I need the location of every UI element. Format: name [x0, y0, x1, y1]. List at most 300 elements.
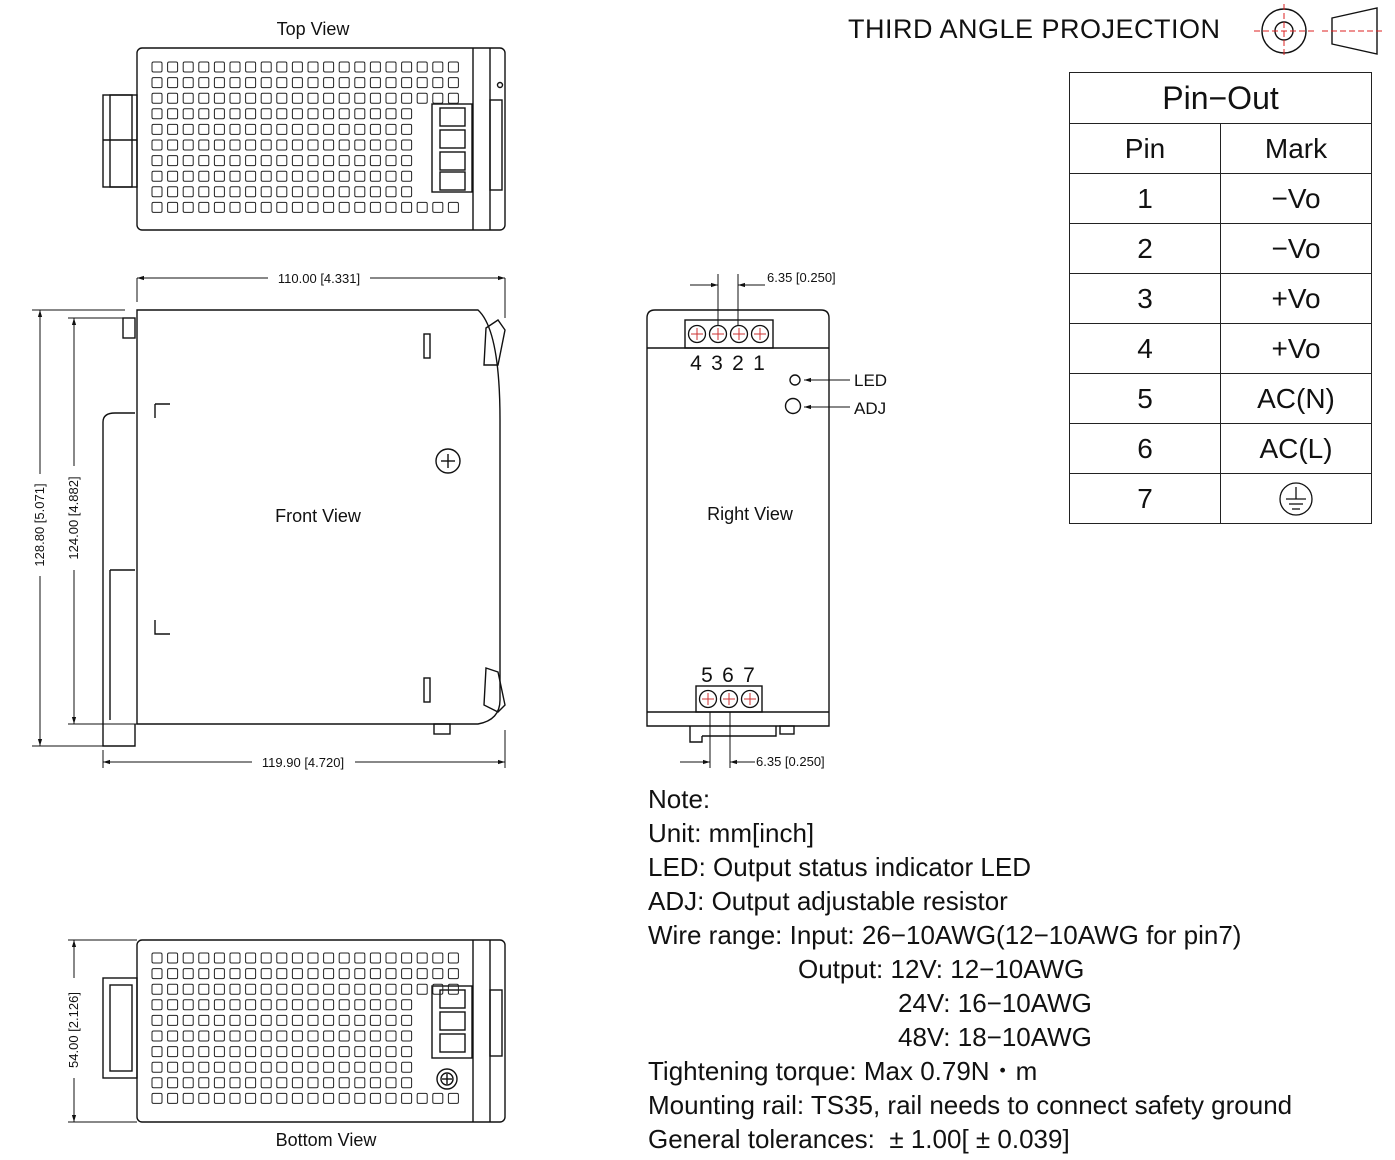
vent-slot	[199, 969, 209, 979]
vent-slot	[370, 140, 380, 150]
vent-slot	[370, 124, 380, 134]
vent-slot	[386, 78, 396, 88]
vent-slot	[183, 1047, 193, 1057]
vent-slot	[199, 78, 209, 88]
mark-cell	[1221, 474, 1372, 524]
vent-slot	[152, 984, 162, 994]
table-row	[1070, 274, 1372, 324]
vent-slot	[214, 1000, 224, 1010]
vent-slot	[292, 1031, 302, 1041]
vent-slot	[214, 124, 224, 134]
table-row	[1070, 474, 1372, 524]
vent-slot	[355, 93, 365, 103]
bottom-pin-numbers	[701, 664, 755, 687]
vent-slot	[152, 140, 162, 150]
third-angle-projection-icon	[1254, 4, 1385, 58]
mark-cell: AC(L)	[1221, 424, 1372, 474]
vent-slot	[168, 1078, 178, 1088]
vent-slot	[324, 171, 334, 181]
vent-slot	[292, 93, 302, 103]
vent-slot	[261, 93, 271, 103]
vent-slot	[308, 1062, 318, 1072]
vent-slot	[370, 156, 380, 166]
vent-slot	[168, 78, 178, 88]
vent-slot	[292, 1078, 302, 1088]
vent-slot	[168, 1093, 178, 1103]
vent-slot	[183, 1078, 193, 1088]
vent-slot	[402, 1015, 412, 1025]
bottom-view-label: Bottom View	[275, 1130, 377, 1150]
vent-slot	[308, 62, 318, 72]
pin-cell: 1	[1070, 174, 1221, 224]
vent-slot	[292, 140, 302, 150]
vent-slot	[370, 202, 380, 212]
vent-slot	[417, 1093, 427, 1103]
vent-slot	[214, 202, 224, 212]
vent-slot	[292, 78, 302, 88]
vent-slot	[230, 156, 240, 166]
vent-slot	[277, 156, 287, 166]
vent-slot	[448, 78, 458, 88]
vent-slot	[168, 984, 178, 994]
vent-slot	[168, 93, 178, 103]
vent-slot	[402, 124, 412, 134]
vent-slot	[214, 1062, 224, 1072]
vent-slot	[402, 140, 412, 150]
vent-slot	[417, 202, 427, 212]
vent-slot	[386, 171, 396, 181]
vent-slot	[199, 187, 209, 197]
vent-slot	[214, 1093, 224, 1103]
vent-slot	[370, 984, 380, 994]
vent-slot	[308, 124, 318, 134]
vent-slot	[292, 953, 302, 963]
vent-slot	[261, 1000, 271, 1010]
pin-number: 6	[722, 664, 734, 687]
vent-slot	[386, 1000, 396, 1010]
vent-slot	[277, 969, 287, 979]
vent-slot	[246, 1047, 256, 1057]
vent-slot	[448, 202, 458, 212]
table-row	[1070, 174, 1372, 224]
vent-slot	[246, 202, 256, 212]
vent-slot	[292, 124, 302, 134]
vent-slot	[277, 1015, 287, 1025]
vent-slot	[308, 1047, 318, 1057]
vent-slot	[433, 78, 443, 88]
pin-number: 3	[711, 352, 723, 375]
vent-slot	[214, 1047, 224, 1057]
vent-slot	[402, 1000, 412, 1010]
vent-slot	[324, 156, 334, 166]
vent-slot	[261, 171, 271, 181]
vent-slot	[183, 984, 193, 994]
vent-slot	[183, 1062, 193, 1072]
vent-slot	[324, 969, 334, 979]
vent-slot	[183, 140, 193, 150]
vent-slot	[386, 984, 396, 994]
vent-slot	[230, 124, 240, 134]
vent-slot	[168, 202, 178, 212]
note-rail: Mounting rail: TS35, rail needs to connect safety ground	[648, 1090, 1293, 1120]
vent-slot	[246, 124, 256, 134]
vent-slot	[246, 1078, 256, 1088]
vent-slot	[152, 969, 162, 979]
vent-slot	[277, 1047, 287, 1057]
vent-slot	[230, 202, 240, 212]
notes-block	[648, 782, 1292, 1156]
vent-slot	[339, 1000, 349, 1010]
vent-slot	[199, 62, 209, 72]
vent-slot	[230, 953, 240, 963]
front-view	[103, 310, 505, 746]
vent-slot	[261, 124, 271, 134]
vent-slot	[448, 969, 458, 979]
vent-slot	[246, 187, 256, 197]
vent-slot	[386, 62, 396, 72]
vent-slot	[292, 1015, 302, 1025]
vent-slot	[183, 969, 193, 979]
vent-slot	[292, 984, 302, 994]
vent-slot	[355, 1047, 365, 1057]
vent-slot	[433, 62, 443, 72]
vent-slot	[214, 1031, 224, 1041]
right-view-top-terminals	[689, 326, 769, 343]
vent-slot	[386, 156, 396, 166]
vent-slot	[199, 202, 209, 212]
vent-slot	[230, 1062, 240, 1072]
vent-slot	[183, 156, 193, 166]
vent-slot	[324, 1062, 334, 1072]
vent-slot	[230, 78, 240, 88]
pin-cell: 4	[1070, 324, 1221, 374]
pin-number: 5	[701, 664, 713, 687]
vent-slot	[261, 1031, 271, 1041]
pin-number: 4	[690, 352, 702, 375]
vent-slot	[308, 1000, 318, 1010]
vent-slot	[152, 953, 162, 963]
vent-slot	[339, 1015, 349, 1025]
note-heading: Note:	[648, 784, 711, 814]
vent-slot	[339, 124, 349, 134]
vent-slot	[246, 109, 256, 119]
vent-slot	[261, 62, 271, 72]
vent-slot	[355, 187, 365, 197]
vent-slot	[277, 953, 287, 963]
vent-slot	[339, 1078, 349, 1088]
adj-label: ADJ	[854, 399, 887, 418]
top-view-label: Top View	[276, 19, 350, 39]
vent-slot	[199, 156, 209, 166]
vent-slot	[277, 187, 287, 197]
dim-depth: 54.00 [2.126]	[66, 992, 81, 1068]
vent-slot	[214, 78, 224, 88]
vent-slot	[355, 1062, 365, 1072]
vent-slot	[339, 1093, 349, 1103]
vent-slot	[417, 78, 427, 88]
vent-slot	[402, 1047, 412, 1057]
mark-cell: −Vo	[1221, 224, 1372, 274]
vent-slot	[230, 93, 240, 103]
vent-slot	[152, 156, 162, 166]
vent-slot	[402, 62, 412, 72]
vent-slot	[152, 202, 162, 212]
vent-slot	[277, 1031, 287, 1041]
vent-slot	[386, 1047, 396, 1057]
vent-slot	[355, 124, 365, 134]
vent-slot	[168, 124, 178, 134]
vent-slot	[370, 1078, 380, 1088]
vent-slot	[292, 171, 302, 181]
vent-slot	[277, 109, 287, 119]
vent-slot	[355, 984, 365, 994]
vent-slot	[417, 984, 427, 994]
vent-slot	[183, 62, 193, 72]
vent-slot	[261, 984, 271, 994]
vent-slot	[324, 1015, 334, 1025]
vent-slot	[152, 109, 162, 119]
vent-slot	[370, 109, 380, 119]
vent-slot	[230, 969, 240, 979]
vent-slot	[308, 202, 318, 212]
vent-slot	[339, 1047, 349, 1057]
vent-slot	[339, 202, 349, 212]
vent-slot	[324, 62, 334, 72]
vent-slot	[433, 969, 443, 979]
top-view	[103, 48, 505, 230]
vent-slot	[402, 187, 412, 197]
vent-slot	[292, 202, 302, 212]
vent-slot	[386, 202, 396, 212]
vent-slot	[214, 187, 224, 197]
vent-slot	[308, 156, 318, 166]
vent-slot	[183, 202, 193, 212]
vent-slot	[246, 1093, 256, 1103]
vent-slot	[277, 78, 287, 88]
vent-slot	[199, 109, 209, 119]
right-view-bottom-terminals	[700, 691, 759, 708]
vent-slot	[370, 78, 380, 88]
vent-slot	[324, 1047, 334, 1057]
vent-slot	[386, 1062, 396, 1072]
vent-slot	[152, 124, 162, 134]
vent-slot	[339, 187, 349, 197]
vent-slot	[339, 156, 349, 166]
vent-slot	[152, 1047, 162, 1057]
vent-slot	[292, 187, 302, 197]
vent-slot	[230, 1093, 240, 1103]
vent-slot	[292, 156, 302, 166]
vent-slot	[152, 1015, 162, 1025]
vent-slot	[277, 140, 287, 150]
vent-slot	[386, 969, 396, 979]
vent-slot	[402, 984, 412, 994]
vent-slot	[339, 171, 349, 181]
vent-slot	[168, 1031, 178, 1041]
vent-slot	[339, 93, 349, 103]
vent-slot	[214, 140, 224, 150]
vent-slot	[324, 93, 334, 103]
vent-slot	[152, 78, 162, 88]
vent-slot	[261, 109, 271, 119]
vent-grid-bottom	[152, 953, 458, 1103]
vent-slot	[214, 156, 224, 166]
vent-slot	[417, 953, 427, 963]
vent-slot	[214, 62, 224, 72]
vent-slot	[168, 171, 178, 181]
note-wire-input: Wire range: Input: 26−10AWG(12−10AWG for pin7)	[648, 920, 1242, 950]
pin-cell: 6	[1070, 424, 1221, 474]
vent-slot	[370, 1015, 380, 1025]
vent-slot	[417, 62, 427, 72]
note-wire-48v: 48V: 18−10AWG	[898, 1022, 1092, 1052]
vent-slot	[386, 1031, 396, 1041]
vent-slot	[386, 1093, 396, 1103]
note-led: LED: Output status indicator LED	[648, 852, 1031, 882]
vent-slot	[199, 1047, 209, 1057]
pinout-table	[1069, 72, 1372, 524]
vent-slot	[370, 1062, 380, 1072]
right-view-label: Right View	[707, 504, 793, 524]
vent-slot	[199, 1093, 209, 1103]
vent-slot	[402, 171, 412, 181]
vent-slot	[355, 953, 365, 963]
vent-slot	[308, 93, 318, 103]
vent-slot	[448, 93, 458, 103]
vent-slot	[386, 124, 396, 134]
mark-cell: AC(N)	[1221, 374, 1372, 424]
vent-slot	[355, 202, 365, 212]
vent-slot	[339, 62, 349, 72]
vent-slot	[277, 984, 287, 994]
vent-slot	[292, 1062, 302, 1072]
vent-slot	[261, 187, 271, 197]
vent-slot	[230, 62, 240, 72]
vent-slot	[308, 78, 318, 88]
vent-slot	[277, 1000, 287, 1010]
column-header-pin: Pin	[1070, 124, 1221, 174]
vent-slot	[308, 171, 318, 181]
table-row	[1070, 224, 1372, 274]
vent-slot	[183, 93, 193, 103]
vent-slot	[355, 1078, 365, 1088]
vent-slot	[292, 969, 302, 979]
vent-slot	[370, 93, 380, 103]
vent-slot	[183, 109, 193, 119]
vent-slot	[168, 1000, 178, 1010]
note-wire-24v: 24V: 16−10AWG	[898, 988, 1092, 1018]
vent-slot	[339, 1031, 349, 1041]
note-unit: Unit: mm[inch]	[648, 818, 815, 848]
vent-slot	[308, 1031, 318, 1041]
vent-slot	[308, 969, 318, 979]
note-tolerance: General tolerances: ± 1.00[ ± 0.039]	[648, 1124, 1070, 1154]
vent-slot	[199, 1078, 209, 1088]
vent-slot	[292, 62, 302, 72]
vent-slot	[152, 1000, 162, 1010]
vent-slot	[214, 1015, 224, 1025]
vent-grid-top	[152, 62, 458, 212]
vent-slot	[168, 1062, 178, 1072]
pin-cell: 5	[1070, 374, 1221, 424]
vent-slot	[246, 62, 256, 72]
vent-slot	[246, 1031, 256, 1041]
vent-slot	[261, 953, 271, 963]
vent-slot	[183, 1093, 193, 1103]
vent-slot	[339, 984, 349, 994]
vent-slot	[152, 187, 162, 197]
vent-slot	[324, 1031, 334, 1041]
vent-slot	[246, 1000, 256, 1010]
vent-slot	[214, 109, 224, 119]
vent-slot	[370, 187, 380, 197]
vent-slot	[402, 1031, 412, 1041]
vent-slot	[308, 953, 318, 963]
vent-slot	[324, 1093, 334, 1103]
vent-slot	[261, 1047, 271, 1057]
pinout-title: Pin−Out	[1070, 73, 1372, 124]
vent-slot	[370, 62, 380, 72]
vent-slot	[402, 1078, 412, 1088]
vent-slot	[199, 1000, 209, 1010]
vent-slot	[199, 1031, 209, 1041]
vent-slot	[261, 78, 271, 88]
led-label: LED	[854, 371, 888, 390]
vent-slot	[339, 1062, 349, 1072]
vent-slot	[152, 171, 162, 181]
vent-slot	[355, 969, 365, 979]
dim-height-outer: 128.80 [5.071]	[32, 483, 47, 567]
pin-cell: 7	[1070, 474, 1221, 524]
vent-slot	[246, 156, 256, 166]
pin-number: 2	[732, 352, 744, 375]
vent-slot	[448, 1093, 458, 1103]
vent-slot	[339, 140, 349, 150]
vent-slot	[261, 969, 271, 979]
note-torque: Tightening torque: Max 0.79N・m	[648, 1056, 1038, 1086]
vent-slot	[183, 171, 193, 181]
vent-slot	[230, 187, 240, 197]
table-row	[1070, 374, 1372, 424]
vent-slot	[261, 1078, 271, 1088]
vent-slot	[168, 953, 178, 963]
vent-slot	[277, 62, 287, 72]
note-adj: ADJ: Output adjustable resistor	[648, 886, 1008, 916]
vent-slot	[370, 1047, 380, 1057]
vent-slot	[261, 202, 271, 212]
vent-slot	[183, 78, 193, 88]
vent-slot	[230, 109, 240, 119]
vent-slot	[324, 140, 334, 150]
bottom-view	[103, 940, 505, 1122]
top-pin-numbers	[690, 352, 765, 375]
column-header-mark: Mark	[1221, 124, 1372, 174]
vent-slot	[230, 171, 240, 181]
table-row	[1070, 324, 1372, 374]
vent-slot	[183, 1031, 193, 1041]
vent-slot	[386, 953, 396, 963]
projection-title: THIRD ANGLE PROJECTION	[848, 14, 1221, 44]
vent-slot	[417, 969, 427, 979]
vent-slot	[370, 1093, 380, 1103]
vent-slot	[214, 171, 224, 181]
vent-slot	[230, 1031, 240, 1041]
vent-slot	[152, 1078, 162, 1088]
vent-slot	[292, 1093, 302, 1103]
vent-slot	[324, 124, 334, 134]
dim-pitch-top: 6.35 [0.250]	[767, 270, 836, 285]
vent-slot	[199, 1062, 209, 1072]
